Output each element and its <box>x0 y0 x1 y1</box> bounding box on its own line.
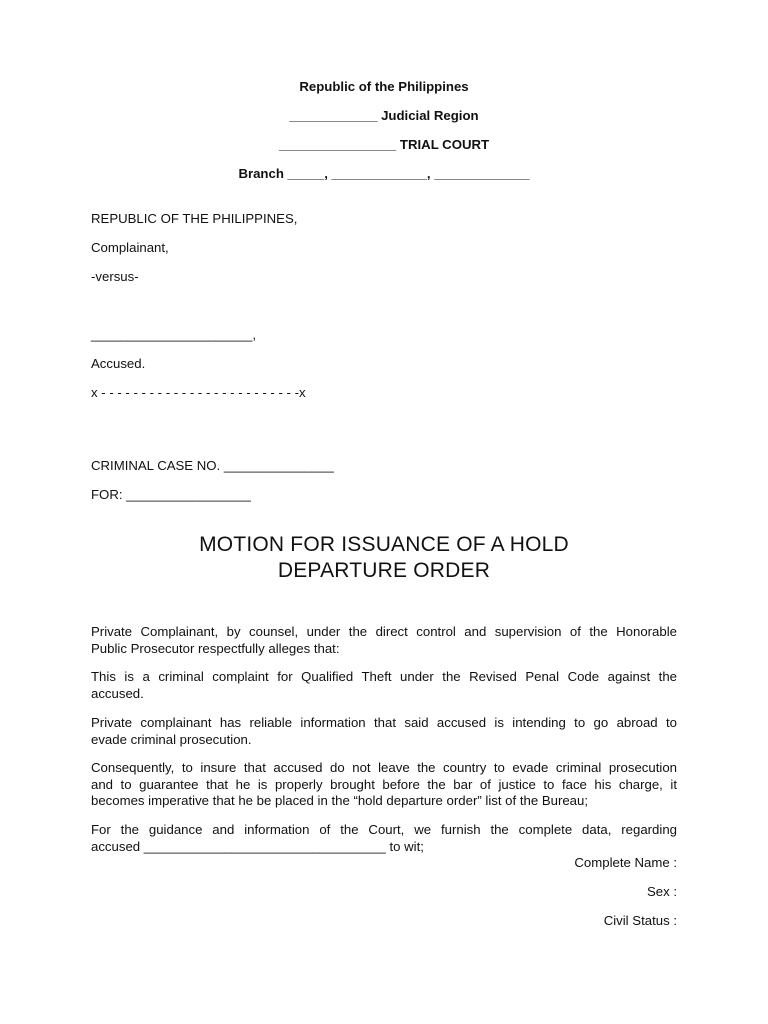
caption-separator: x - - - - - - - - - - - - - - - - - - - - - - - - -x <box>91 385 306 400</box>
paragraph-1-line-1: Private Complainant, by counsel, under the direct control and supervision of the Honorable <box>91 624 677 639</box>
paragraph-2 <box>91 669 677 702</box>
paragraph-3-line-2: evade criminal prosecution. <box>91 731 252 747</box>
header-trial-court: ________________ TRIAL COURT <box>278 137 490 152</box>
field-complete-name: Complete Name : <box>574 855 677 870</box>
paragraph-2-line-2: accused. <box>91 685 144 701</box>
header-branch: Branch _____, _____________, _____________ <box>238 166 530 181</box>
paragraph-5-line-1: For the guidance and information of the Court, we furnish the complete data, regarding <box>91 822 677 837</box>
header-republic: Republic of the Philippines <box>299 79 469 94</box>
caption-plaintiff-role: Complainant, <box>91 240 169 255</box>
criminal-case-number: CRIMINAL CASE NO. _______________ <box>91 458 334 473</box>
paragraph-5 <box>91 822 677 855</box>
field-sex: Sex : <box>646 884 677 899</box>
field-civil-status: Civil Status : <box>603 913 677 928</box>
header-judicial-region: ____________ Judicial Region <box>289 108 479 123</box>
paragraph-3 <box>91 715 677 748</box>
paragraph-4-line-1: Consequently, to insure that accused do not leave the country to evade criminal prosecution <box>91 760 677 775</box>
document-title-line-2: DEPARTURE ORDER <box>277 559 491 582</box>
paragraph-3-line-1: Private complainant has reliable information that said accused is intending to go abroad to <box>91 715 677 730</box>
paragraph-4 <box>91 760 677 810</box>
caption-plaintiff: REPUBLIC OF THE PHILIPPINES, <box>91 211 298 226</box>
document-title-line-1: MOTION FOR ISSUANCE OF A HOLD <box>199 533 569 556</box>
paragraph-4-line-2: and to guarantee that he is properly brought before the bar of justice to face his charge, it <box>91 776 677 792</box>
caption-accused-blank: ______________________, <box>91 327 257 342</box>
paragraph-5-line-2: accused _________________________________ to wit; <box>91 838 424 854</box>
caption-versus: -versus- <box>91 269 139 284</box>
paragraph-1 <box>91 624 677 657</box>
paragraph-4-line-3: becomes imperative that he be placed in the “hold departure order” list of the Bureau; <box>91 793 589 808</box>
caption-accused-role: Accused. <box>91 356 146 371</box>
paragraph-1-line-2: Public Prosecutor respectfully alleges that: <box>91 640 340 656</box>
paragraph-2-line-1: This is a criminal complaint for Qualified Theft under the Revised Penal Code against the <box>91 669 677 684</box>
case-for: FOR: _________________ <box>91 487 251 502</box>
